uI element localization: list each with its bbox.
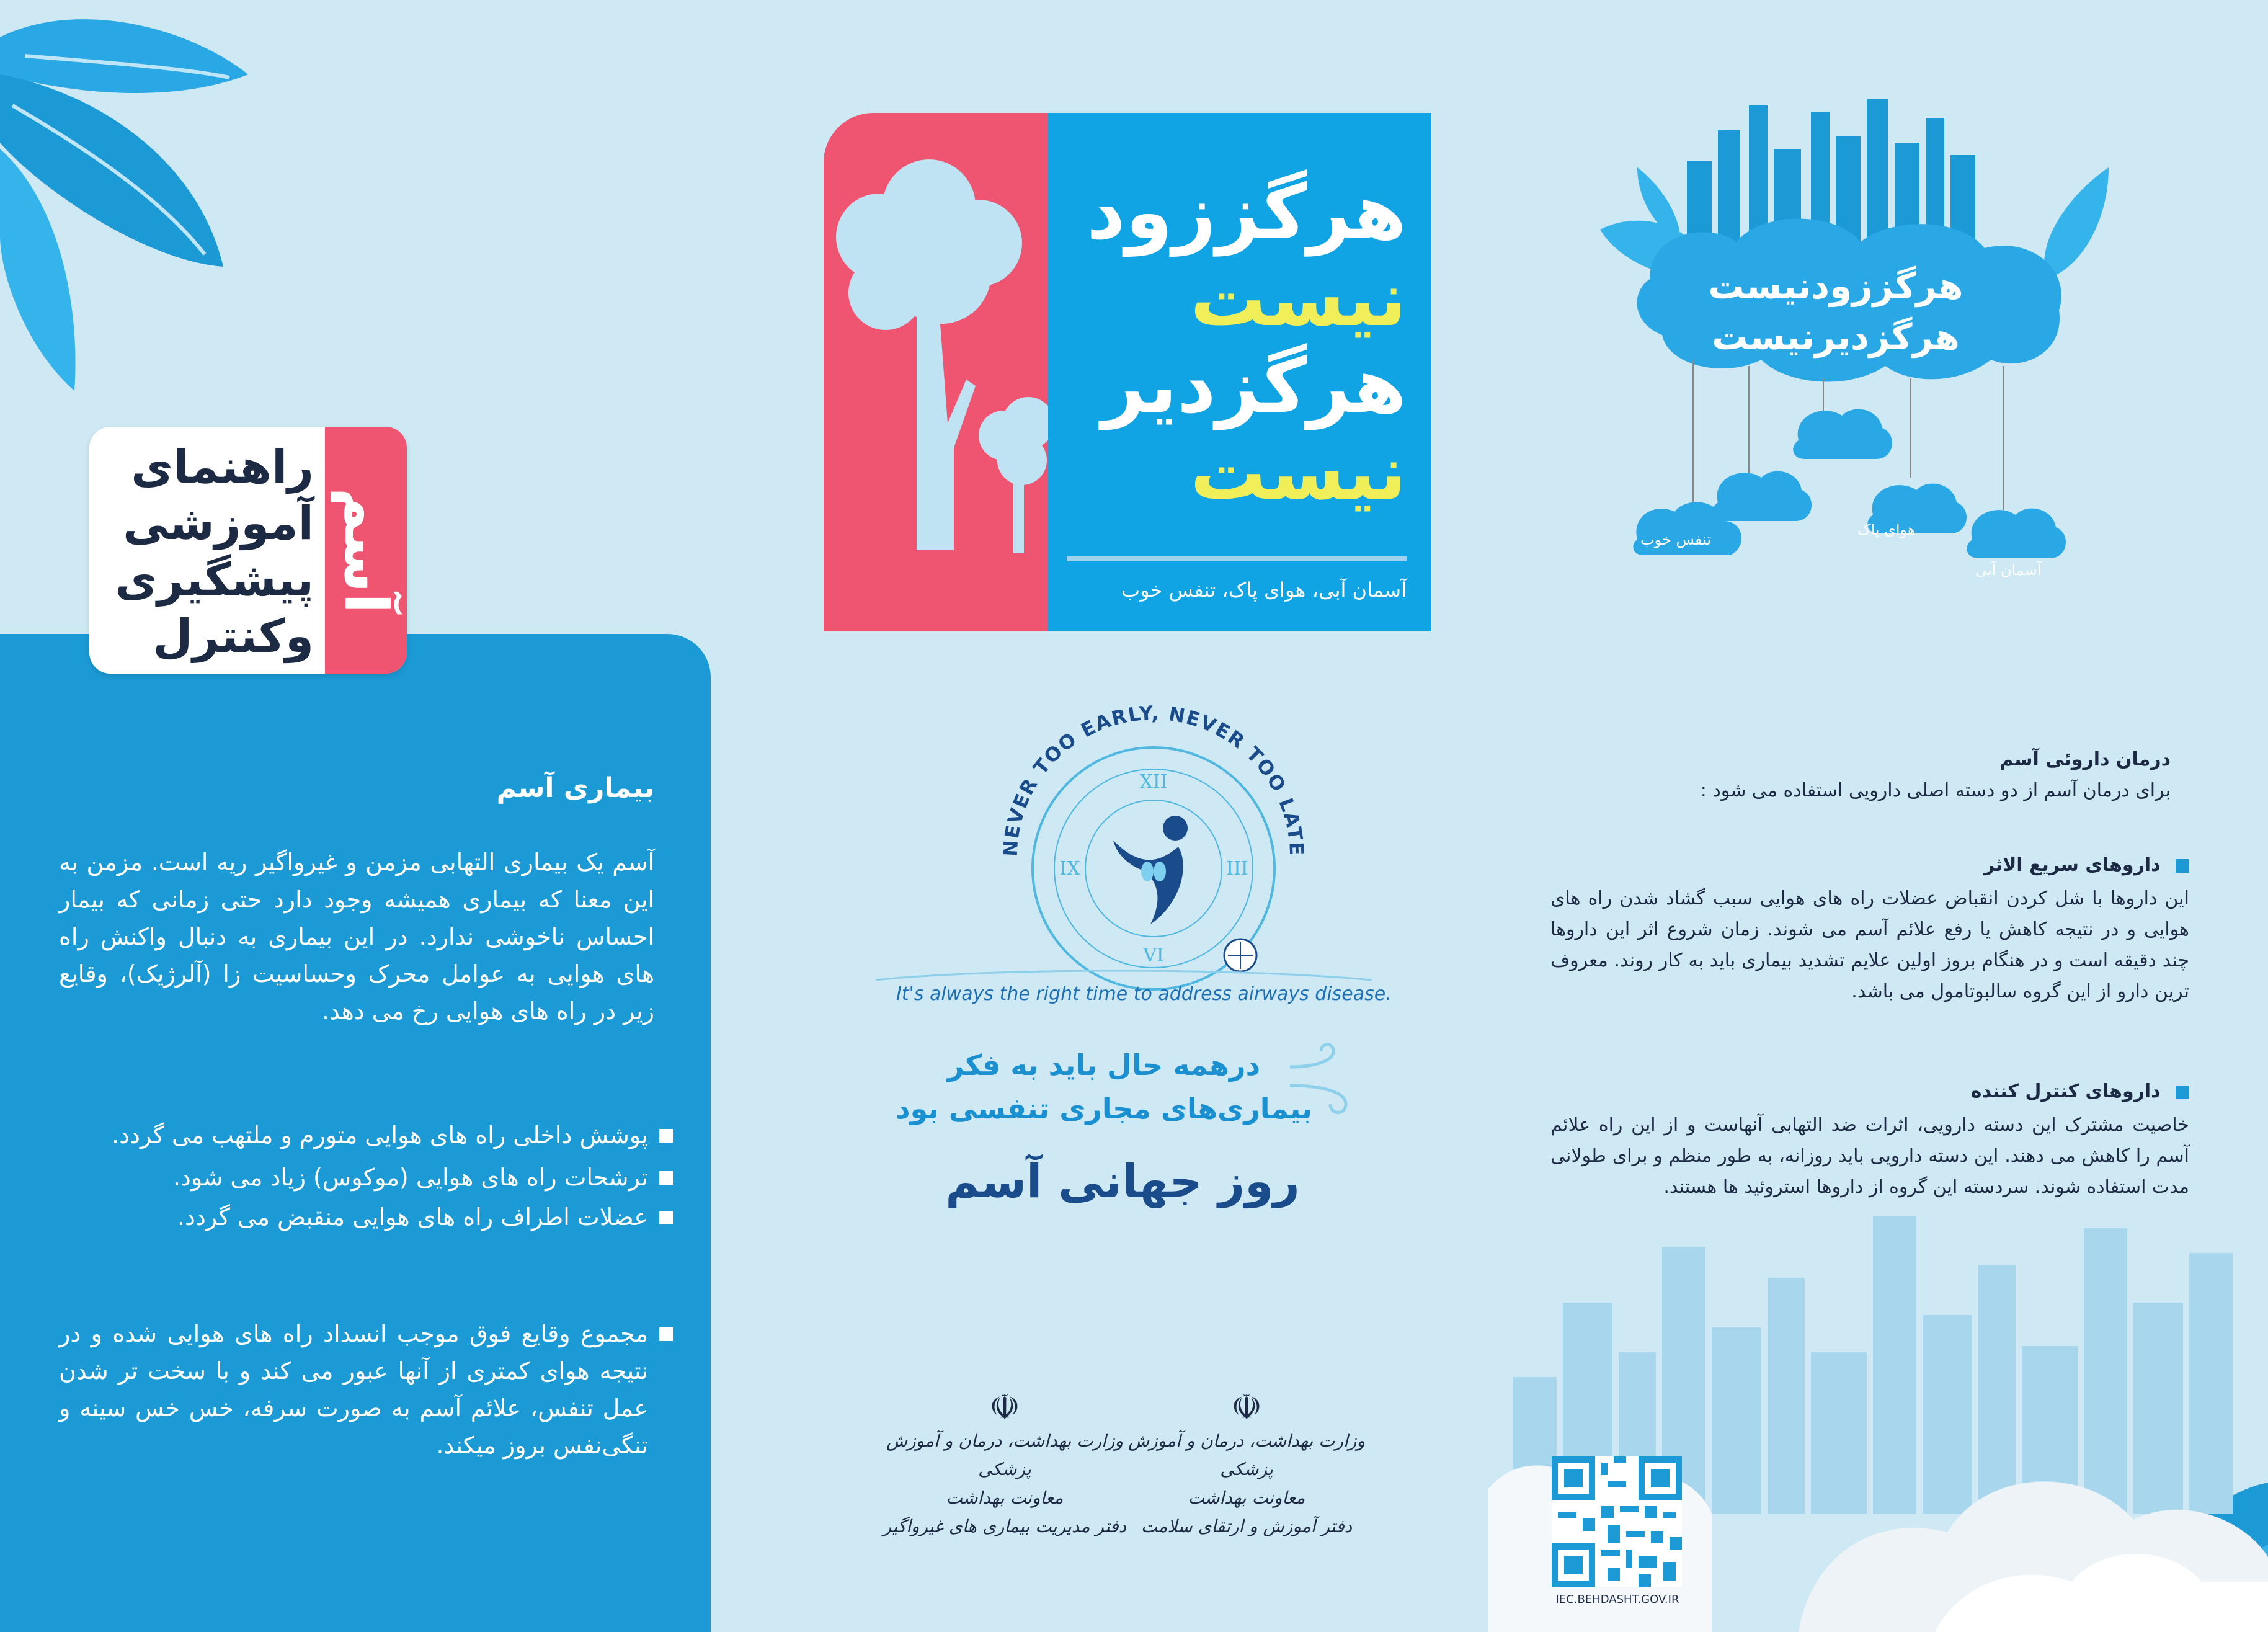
gina-tagline: It's always the right time to address airways disease.	[896, 983, 1392, 1005]
poster-line: هرگزدیر	[1101, 342, 1407, 430]
asthma-title-tab	[325, 427, 407, 674]
asthma-tab-label: آسم	[331, 487, 401, 613]
person-icon	[1113, 816, 1188, 924]
clock-numeral: VI	[1143, 945, 1164, 966]
asthma-paragraph: آسم یک بیماری التهابی مزمن و غیرواگیر ریه است. مزمن به این معنا که بیماری همیشه وجود دارد حتی زمانی که بیمار احساس ناخوشی ندارد. در این بیماری به دنبال واکنش راه های هوایی به عوامل محرک وحساسیت زا (آلرژیک)، وقایع زیر در راه های هوایی رخ می دهد.	[59, 849, 654, 1025]
ministry-logo-health-promotion	[1123, 1389, 1371, 1541]
asthma-bullets	[59, 1117, 673, 1236]
bullet-text: پوشش داخلی راه های هوایی متورم و ملتهب می گردد.	[111, 1121, 648, 1149]
bullet-square-icon	[659, 1327, 673, 1341]
fast-acting-section	[1550, 850, 2189, 1007]
bullet-square-icon	[2176, 1086, 2189, 1099]
guide-title-line: آموزشی	[123, 497, 314, 550]
cloud-tag: تنفس خوب	[1640, 531, 1712, 548]
ministry-line: معاونت بهداشت	[946, 1487, 1064, 1508]
poster-pink-side	[824, 113, 1048, 631]
world-asthma-day: روز جهانی آسم	[945, 1155, 1300, 1208]
controller-section	[1550, 1076, 2189, 1203]
ministry-logo-ncd	[881, 1389, 1129, 1541]
bullet-square-icon	[659, 1129, 673, 1143]
clock-arc-text: NEVER TOO EARLY, NEVER TOO LATE	[999, 702, 1308, 857]
fast-title: داروهای سریع الاثر	[1984, 854, 2161, 876]
ministry-line: دفتر مدیریت بیماری های غیرواگیر	[883, 1516, 1127, 1536]
list-item	[59, 1159, 673, 1196]
emblem-icon: ☫	[1230, 1388, 1263, 1428]
list-item	[59, 1117, 673, 1154]
asthma-summary	[59, 1315, 673, 1464]
clock-numeral: XII	[1139, 771, 1168, 793]
emblem-icon: ☫	[989, 1388, 1021, 1428]
bullet-text: عضلات اطراف راه های هوایی منقبض می گردد.	[177, 1203, 648, 1231]
center-slogan-line: بیماری‌های مجاری تنفسی بود	[896, 1092, 1312, 1125]
ministry-line: وزارت بهداشت، درمان و آموزش پزشکی	[1127, 1430, 1366, 1479]
cloud-tag: هوای پاک	[1857, 521, 1916, 538]
poster-blue-side	[1048, 113, 1431, 631]
poster-line: نیست	[1190, 429, 1407, 517]
bullet-square-icon	[659, 1171, 673, 1185]
clock-logo	[992, 682, 1315, 1005]
poster-divider	[1067, 556, 1407, 561]
tree-icon	[824, 113, 1048, 631]
guide-title-line: راهنمای	[131, 440, 314, 494]
bullet-square-icon	[2176, 859, 2189, 873]
ministry-line: وزارت بهداشت، درمان و آموزش پزشکی	[886, 1430, 1124, 1479]
clock-numeral: IX	[1059, 858, 1080, 880]
bullet-square-icon	[659, 1211, 673, 1224]
drug-title: درمان داروئی آسم	[1999, 749, 2171, 770]
leaves-top-left	[0, 0, 322, 397]
slogan-poster	[824, 113, 1431, 631]
list-item	[59, 1198, 673, 1236]
website-url[interactable]: IEC.BEHDASHT.GOV.IR	[1555, 1593, 1679, 1606]
drug-intro: برای درمان آسم از دو دسته اصلی دارویی استفاده می شود :	[1700, 780, 2171, 801]
poster-line: هرگززود	[1087, 168, 1407, 256]
guide-title	[103, 439, 314, 665]
center-slogan-line: درهمه حال باید به فکر	[947, 1048, 1261, 1082]
asthma-heading: بیماری آسم	[496, 772, 654, 804]
qr-code[interactable]	[1552, 1456, 1682, 1587]
guide-title-box	[89, 427, 407, 674]
clock-numeral: III	[1226, 858, 1248, 880]
cloud-slogan	[1674, 261, 1997, 362]
ministry-line: دفتر آموزش و ارتقای سلامت	[1141, 1516, 1353, 1536]
ministry-line: معاونت بهداشت	[1188, 1487, 1305, 1508]
poster-subtitle: آسمان آبی، هوای پاک، تنفس خوب	[1121, 578, 1407, 602]
fast-text: این داروها با شل کردن انقباض عضلات راه های هوایی سبب گشاد شدن راه های هوایی و در نتیجه کاهش یا رفع علائم آسم می شوند. زمان شروع اثر این داروها چند دقیقه است و در هنگام بروز اولین علایم تشدید بیماری باید به کار روند. معروف ترین دارو از این گروه سالبوتامول می باشد.	[1550, 888, 2189, 1002]
cloud-slogan-line: هرگززودنیست	[1708, 265, 1963, 307]
guide-title-line: پیشگیری	[115, 553, 314, 607]
control-text: خاصیت مشترک این دسته دارویی، اثرات ضد التهابی آنهاست و از این راه علائم آسم را کاهش می دهند. این دسته دارویی باید روزانه، به طور منظم و برای طولانی مدت استفاده شوند. سردسته این گروه از داروها استروئید ها هستند.	[1550, 1114, 2189, 1198]
cloud-tag: آسمان آبی	[1975, 561, 2042, 579]
summary-text: مجموع وقایع فوق موجب انسداد راه های هوایی شده و در نتیجه هوای کمتری از آنها عبور می کند و با سخت تر شدن عمل تنفس، علائم آسم به صورت سرفه، خس خس سینه و تنگی‌نفس بروز میکند.	[59, 1320, 648, 1459]
guide-title-line: وکنترل	[153, 610, 314, 663]
list-item	[59, 1315, 673, 1464]
control-title: داروهای کنترل کننده	[1970, 1081, 2161, 1102]
poster-line: نیست	[1190, 255, 1407, 343]
bullet-text: ترشحات راه های هوایی (موکوس) زیاد می شود.	[172, 1164, 648, 1191]
cloud-slogan-line: هرگزدیرنیست	[1712, 316, 1960, 358]
drug-treatment-section	[1550, 744, 2171, 806]
